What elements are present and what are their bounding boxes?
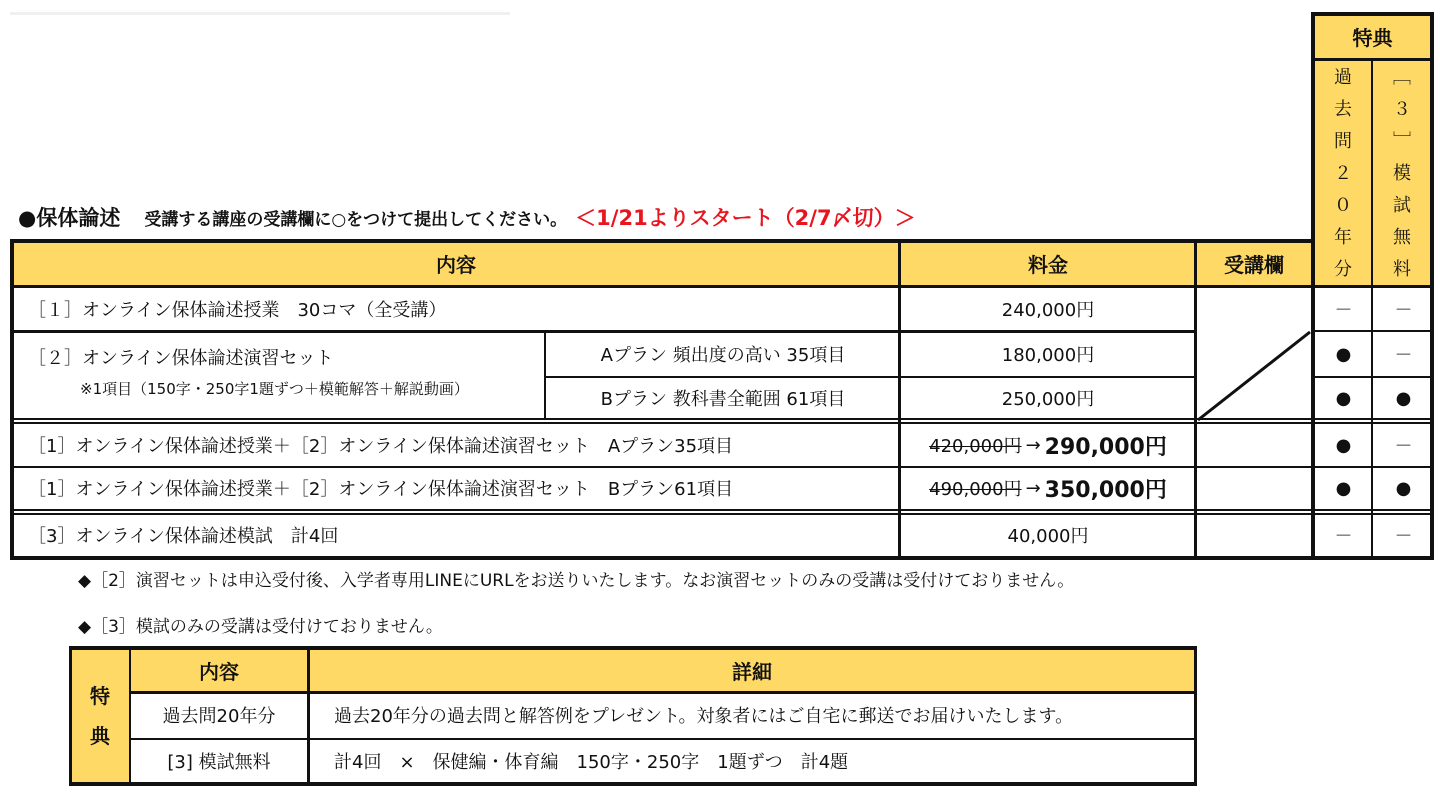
plan-b-fee: 250,000円 (1001, 389, 1095, 410)
row5-mock-mark: － (1394, 526, 1413, 547)
plan-b-mock-mark: ● (1395, 387, 1412, 409)
benefit-header-detail: 詳細 (732, 659, 772, 684)
row3-enroll-cell[interactable] (1198, 426, 1310, 464)
row3-old-price: 420,000円 (929, 436, 1022, 457)
row1-content: ［１］オンライン保体論述授業 30コマ（全受講） (28, 300, 447, 321)
row3-mock-mark: － (1394, 436, 1413, 457)
row1-past-mark: － (1334, 300, 1353, 321)
row1-enroll-cell[interactable] (1198, 289, 1310, 329)
note-practice-set: ◆［2］演習セットは申込受付後、入学者専用LINEにURLをお送りいたします。なお演習セットのみの受講は受付けておりません。 (78, 571, 1075, 591)
row1-fee: 240,000円 (1001, 300, 1095, 321)
row4-content: ［1］オンライン保体論述授業＋［2］オンライン保体論述演習セット Bプラン61項目 (28, 479, 734, 500)
row2-note: ※1項目（150字・250字1題ずつ＋模範解答＋解説動画） (80, 380, 469, 398)
section-instruction: 受講する講座の受講欄に○をつけて提出してください。 (144, 209, 568, 230)
plan-b-label: Bプラン 教科書全範囲 61項目 (600, 389, 846, 410)
section-heading (18, 200, 916, 234)
row3-new-price: 290,000円 (1044, 434, 1167, 460)
row2-content: ［２］オンライン保体論述演習セット (28, 348, 334, 369)
header-enroll: 受講欄 (1224, 253, 1284, 277)
row5-enroll-cell[interactable] (1198, 516, 1310, 554)
top-rule (10, 12, 510, 15)
plan-a-past-mark: ● (1335, 343, 1352, 365)
section-title: ●保体論述 (18, 206, 121, 230)
plan-a-mock-mark: － (1394, 345, 1413, 366)
row3-past-mark: ● (1335, 434, 1352, 456)
row4-enroll-cell[interactable] (1198, 469, 1310, 507)
benefit-row1-content: 過去問20年分 (162, 706, 276, 727)
row3-arrow: → (1025, 434, 1041, 456)
row1-mock-mark: － (1394, 300, 1413, 321)
benefit-row1-detail: 過去20年分の過去問と解答例をプレゼント。対象者にはご自宅に郵送でお届けいたします。 (334, 706, 1074, 727)
header-content: 内容 (436, 253, 476, 277)
row3-content: ［1］オンライン保体論述授業＋［2］オンライン保体論述演習セット Aプラン35項目 (28, 436, 734, 457)
benefit-row2-detail: 計4回 × 保健編・体育編 150字・250字 1題ずつ 計4題 (334, 752, 849, 773)
free-mock-label: ﹇ ３ ﹈ 模 試 無 料 (1393, 67, 1411, 280)
row4-fee (900, 467, 1196, 509)
benefit-header-content: 内容 (199, 659, 239, 684)
row4-past-mark: ● (1335, 477, 1352, 499)
row4-old-price: 490,000円 (929, 479, 1022, 500)
row2-enroll-slash (1196, 331, 1312, 421)
row4-mock-mark: ● (1395, 477, 1412, 499)
schedule-note: ＜1/21よりスタート（2/7〆切）＞ (575, 206, 916, 230)
plan-b-past-mark: ● (1335, 387, 1352, 409)
benefit-side-label: 特 典 (90, 684, 110, 748)
benefit-row2-content: [3] 模試無料 (167, 752, 271, 773)
past-exam-label: 過 去 問 ２ ０ 年 分 (1334, 67, 1352, 280)
header-fee: 料金 (1028, 253, 1068, 277)
row5-fee: 40,000円 (1007, 526, 1089, 547)
row5-past-mark: － (1334, 526, 1353, 547)
row4-arrow: → (1025, 477, 1041, 499)
note-mock-only: ◆［3］模試のみの受講は受付けておりません。 (78, 617, 443, 637)
benefits-title: 特典 (1352, 25, 1393, 50)
plan-a-fee: 180,000円 (1001, 345, 1095, 366)
row5-content: ［3］オンライン保体論述模試 計4回 (28, 526, 339, 547)
row4-new-price: 350,000円 (1044, 477, 1167, 503)
row3-fee (900, 424, 1196, 466)
plan-a-label: Aプラン 頻出度の高い 35項目 (600, 345, 846, 366)
